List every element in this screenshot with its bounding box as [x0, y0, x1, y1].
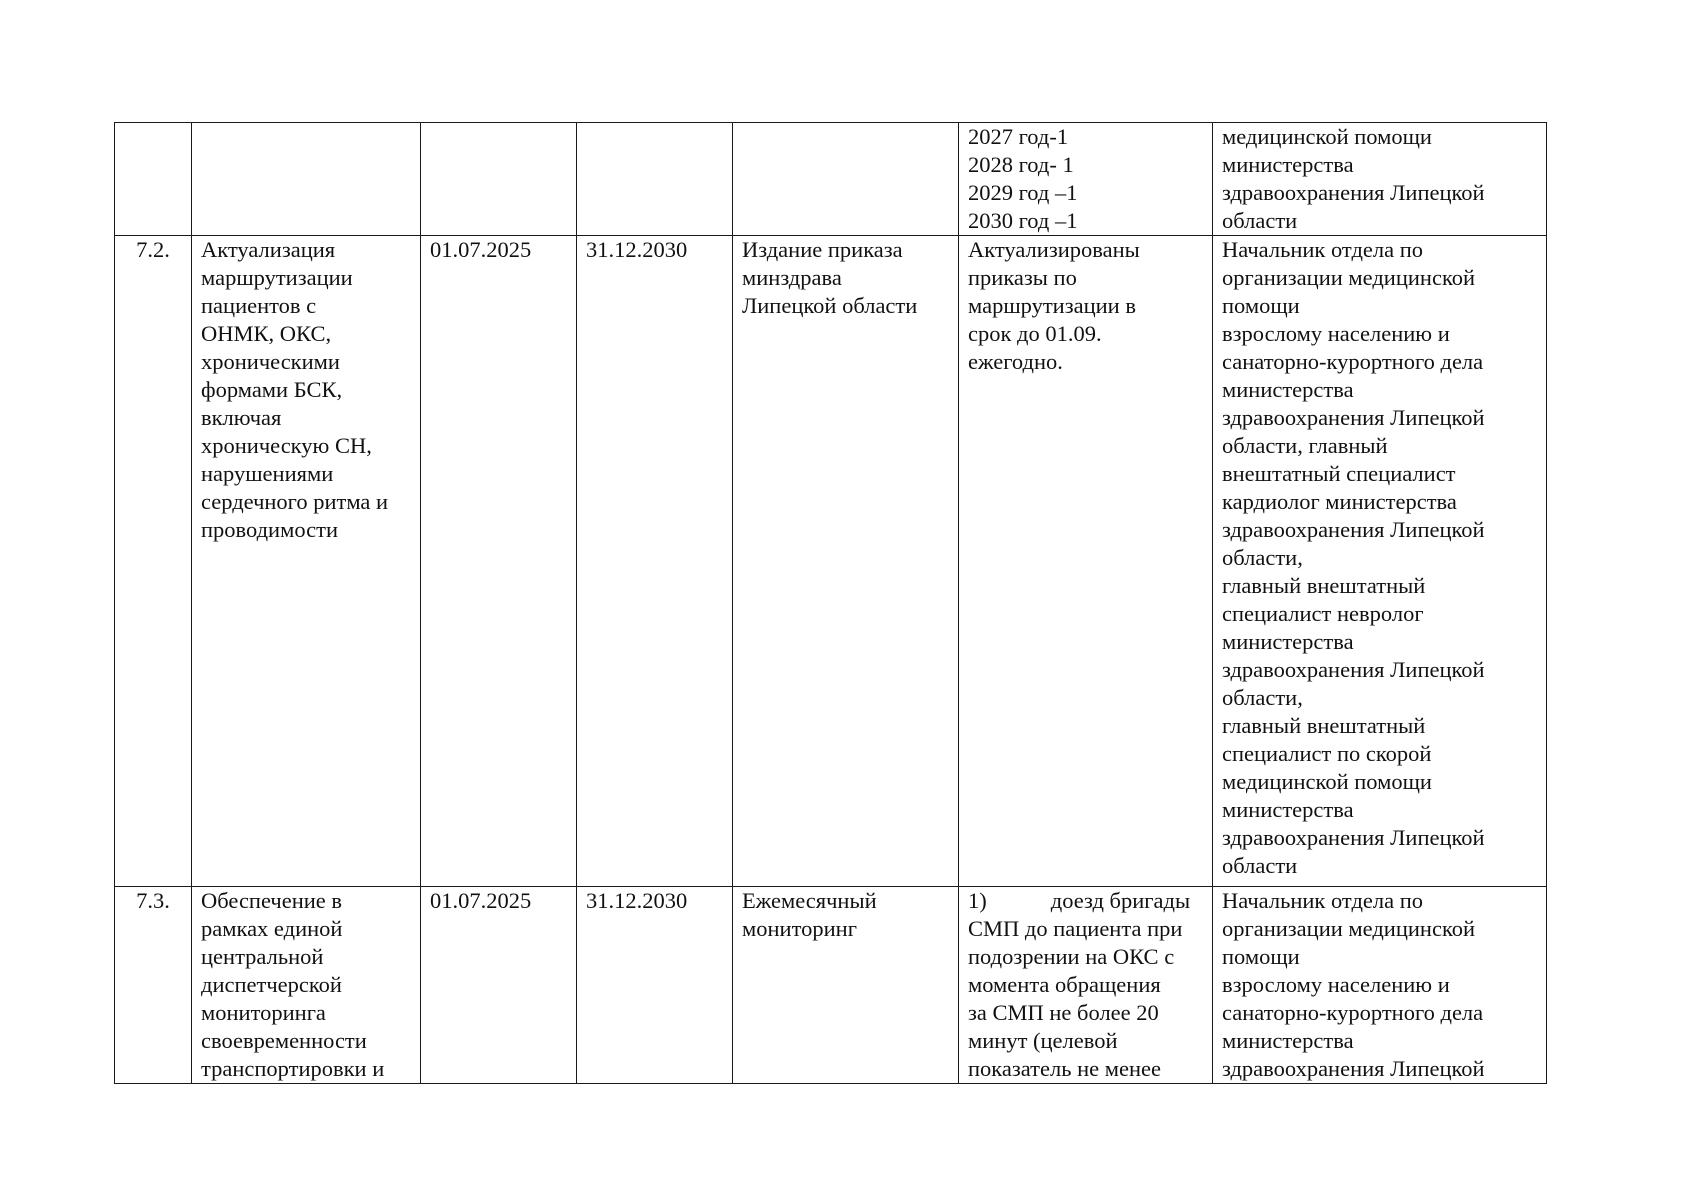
measure-cell: Актуализация маршрутизации пациентов с ОНМК, ОКС, хроническими формами БСК, включая хроническую СН, нарушениями сердечного ритма и проводимости — [192, 236, 421, 887]
end-date-cell — [577, 123, 733, 236]
measures-table — [114, 122, 1547, 1084]
end-date-cell: 31.12.2030 — [577, 887, 733, 1084]
result-type-cell: Ежемесячный мониторинг — [733, 887, 959, 1084]
responsible-cell: Начальник отдела по организации медицинской помощи взрослому населению и санаторно-курортного дела министерства здравоохранения Липецкой — [1213, 887, 1547, 1084]
table-row — [115, 236, 1547, 887]
start-date-cell: 01.07.2025 — [421, 887, 577, 1084]
indicator-cell — [959, 887, 1213, 1084]
result-type-cell — [733, 123, 959, 236]
responsible-cell: медицинской помощи министерства здравоохранения Липецкой области — [1213, 123, 1547, 236]
indicator-cell: Актуализированы приказы по маршрутизации в срок до 01.09. ежегодно. — [959, 236, 1213, 887]
end-date-cell: 31.12.2030 — [577, 236, 733, 887]
indicator-first-line: доезд бригады — [1050, 888, 1191, 913]
table-row — [115, 887, 1547, 1084]
start-date-cell: 01.07.2025 — [421, 236, 577, 887]
item-number-cell: 7.2. — [115, 236, 192, 887]
responsible-cell: Начальник отдела по организации медицинской помощи взрослому населению и санаторно-курортного дела министерства здравоохранения Липецкой области, главный внештатный специалист кардиолог министерства здравоохранения Липецкой области, главный внештатный специалист невролог министерства здравоохранения Липецкой области, главный внештатный специалист по скорой медицинской помощи министерства здравоохранения Липецкой области — [1213, 236, 1547, 887]
measure-cell — [192, 123, 421, 236]
item-number-cell — [115, 123, 192, 236]
start-date-cell — [421, 123, 577, 236]
table-row — [115, 123, 1547, 236]
indicator-text: СМП до пациента при подозрении на ОКС с момента обращения за СМП не более 20 минут (целевой показатель не менее — [968, 916, 1183, 1081]
indicator-list-marker: 1) — [968, 888, 987, 913]
indicator-cell: 2027 год-1 2028 год- 1 2029 год –1 2030 год –1 — [959, 123, 1213, 236]
measure-cell: Обеспечение в рамках единой центральной диспетчерской мониторинга своевременности транспортировки и — [192, 887, 421, 1084]
item-number-cell: 7.3. — [115, 887, 192, 1084]
result-type-cell: Издание приказа минздрава Липецкой области — [733, 236, 959, 887]
